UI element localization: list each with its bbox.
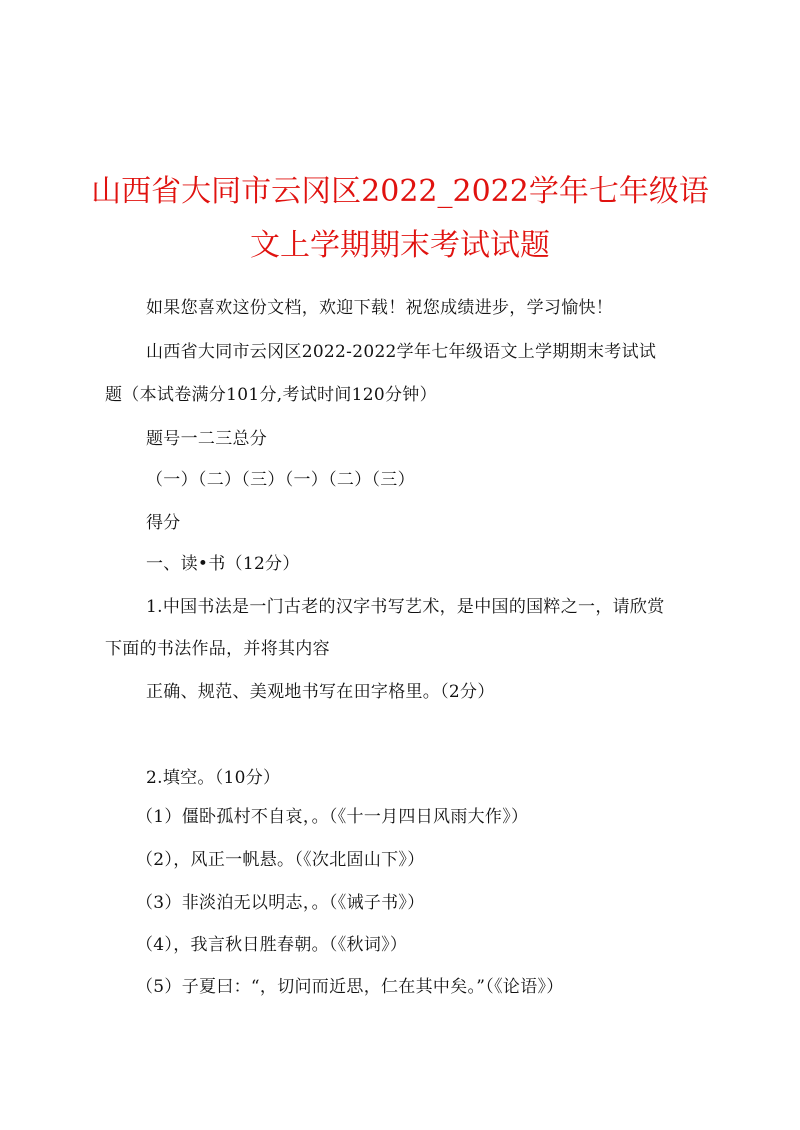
question-1-line-2: 下面的书法作品，并将其内容 (105, 639, 330, 659)
fill-blank-item: （1）僵卧孤村不自哀，。（《十一月四日风雨大作》） (136, 807, 529, 827)
doc-title-line-1: 山西省大同市云冈区2022_2022学年七年级语 (91, 174, 709, 209)
doc-title-line-2: 文上学期期末考试试题 (250, 228, 550, 263)
question-2-heading: 2.填空。（10分） (146, 768, 281, 788)
question-1-line-1: 1.中国书法是一门古老的汉字书写艺术，是中国的国粹之一，请欣赏 (146, 597, 665, 617)
fill-blank-item: （4），我言秋日胜春朝。（《秋词》） (136, 935, 408, 955)
score-table-subheader: （一）（二）（三）（一）（二）（三） (146, 470, 415, 490)
intro-line-1: 山西省大同市云冈区2022-2022学年七年级语文上学期期末考试试 (146, 342, 657, 362)
welcome-text: 如果您喜欢这份文档，欢迎下载！祝您成绩进步，学习愉快！ (146, 298, 614, 318)
section-heading-1: 一、读•书（12分） (146, 554, 300, 574)
fill-blank-item: （2），风正一帆悬。（《次北固山下》） (136, 850, 425, 870)
fill-blank-item: （3）非淡泊无以明志，。（《诫子书》） (136, 893, 425, 913)
fill-blank-item: （5）子夏曰：“，切问而近思，仁在其中矣。”（《论语》） (136, 977, 564, 997)
score-label: 得分 (146, 513, 181, 533)
score-table-header: 题号一二三总分 (146, 429, 268, 449)
question-1-line-3: 正确、规范、美观地书写在田字格里。（2分） (146, 682, 495, 702)
intro-line-2: 题（本试卷满分101分,考试时间120分钟） (105, 385, 437, 405)
